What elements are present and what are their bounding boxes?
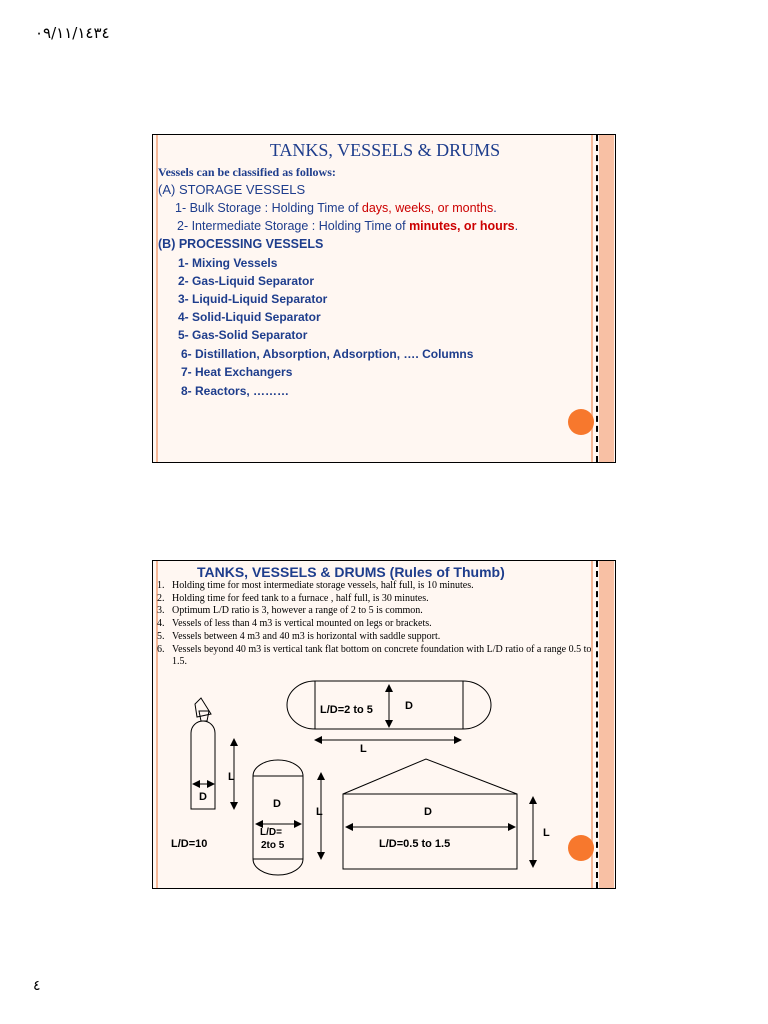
- storage-item-1-end: .: [493, 201, 497, 215]
- rule-text: Vessels of less than 4 m3 is vertical mounted on legs or brackets.: [172, 618, 432, 630]
- slide-rules-of-thumb: [152, 560, 616, 889]
- page-number: ٤: [33, 978, 41, 994]
- rule-number: 3.: [157, 605, 165, 617]
- storage-item-1: [175, 201, 497, 215]
- vertical-vessel-ratio-label-2: 2to 5: [261, 840, 285, 851]
- rule-text: Optimum L/D ratio is 3, however a range of 2 to 5 is common.: [172, 605, 423, 617]
- horizontal-vessel-d-label: D: [405, 700, 413, 712]
- vertical-vessel-l-label: L: [316, 806, 323, 818]
- processing-item: 6- Distillation, Absorption, Adsorption, …. Columns: [181, 347, 474, 361]
- slide-title: TANKS, VESSELS & DRUMS (Rules of Thumb): [197, 564, 505, 580]
- vertical-vessel-shape: [253, 760, 303, 875]
- processing-item: 4- Solid-Liquid Separator: [178, 310, 321, 324]
- processing-item: 2- Gas-Liquid Separator: [178, 274, 315, 288]
- processing-item: 3- Liquid-Liquid Separator: [178, 292, 328, 306]
- gas-cylinder-ratio-label: L/D=10: [171, 838, 208, 850]
- rule-number: 5.: [157, 630, 165, 642]
- vertical-vessel-ratio-label-1: L/D=: [260, 827, 282, 838]
- storage-item-2-highlight: minutes, or hours: [409, 219, 515, 233]
- processing-item: 1- Mixing Vessels: [178, 256, 278, 270]
- slide-right-stripe-wide: [599, 135, 614, 462]
- rule-number: 6.: [157, 643, 165, 655]
- date-header: ٠٩/١١/١٤٣٤: [35, 24, 110, 42]
- processing-item: 5- Gas-Solid Separator: [178, 328, 308, 342]
- intro-text: Vessels can be classified as follows:: [158, 165, 336, 179]
- gas-cylinder-l-label: L: [228, 771, 235, 783]
- storage-tank-ratio-label: L/D=0.5 to 1.5: [379, 838, 451, 850]
- slide-right-stripe-thin: [591, 135, 593, 462]
- rule-number: 2.: [157, 592, 165, 604]
- rule-text: Vessels beyond 40 m3 is vertical tank flat bottom on concrete foundation with L/D ratio of a range 0.5 to 1.5.: [172, 643, 592, 668]
- slide-dashed-border: [596, 135, 598, 462]
- slide-storage-classification: [152, 134, 616, 463]
- horizontal-vessel-l-label: L: [360, 743, 367, 755]
- slide-title: TANKS, VESSELS & DRUMS: [269, 140, 501, 160]
- storage-tank-d-label: D: [424, 806, 432, 818]
- gas-cylinder-handle: [195, 698, 211, 717]
- storage-item-2-prefix: 2- Intermediate Storage : Holding Time of: [177, 219, 410, 233]
- section-a-heading: (A) STORAGE VESSELS: [158, 182, 306, 197]
- section-b-heading: (B) PROCESSING VESSELS: [158, 237, 324, 251]
- rule-text: Vessels between 4 m3 and 40 m3 is horizontal with saddle support.: [172, 630, 441, 642]
- storage-item-1-highlight: days, weeks, or months: [361, 201, 494, 215]
- horizontal-vessel-ratio-label: L/D=2 to 5: [320, 704, 373, 716]
- storage-item-2: [177, 219, 518, 233]
- storage-tank-roof: [343, 759, 517, 794]
- storage-item-2-end: .: [514, 219, 519, 233]
- gas-cylinder-d-label: D: [199, 791, 207, 803]
- storage-tank-l-label: L: [543, 827, 550, 839]
- rule-number: 4.: [157, 618, 165, 630]
- processing-item: 7- Heat Exchangers: [181, 365, 293, 379]
- rule-text: Holding time for feed tank to a furnace , half full, is 30 minutes.: [172, 592, 429, 604]
- vertical-vessel-d-label: D: [273, 798, 281, 810]
- storage-item-1-prefix: 1- Bulk Storage : Holding Time of: [175, 201, 362, 215]
- orange-circle-decoration: [568, 409, 594, 435]
- rule-number: 1.: [157, 580, 165, 591]
- rule-text: Holding time for most intermediate storage vessels, half full, is 10 minutes.: [172, 580, 474, 591]
- processing-item: 8- Reactors, ………: [181, 384, 290, 398]
